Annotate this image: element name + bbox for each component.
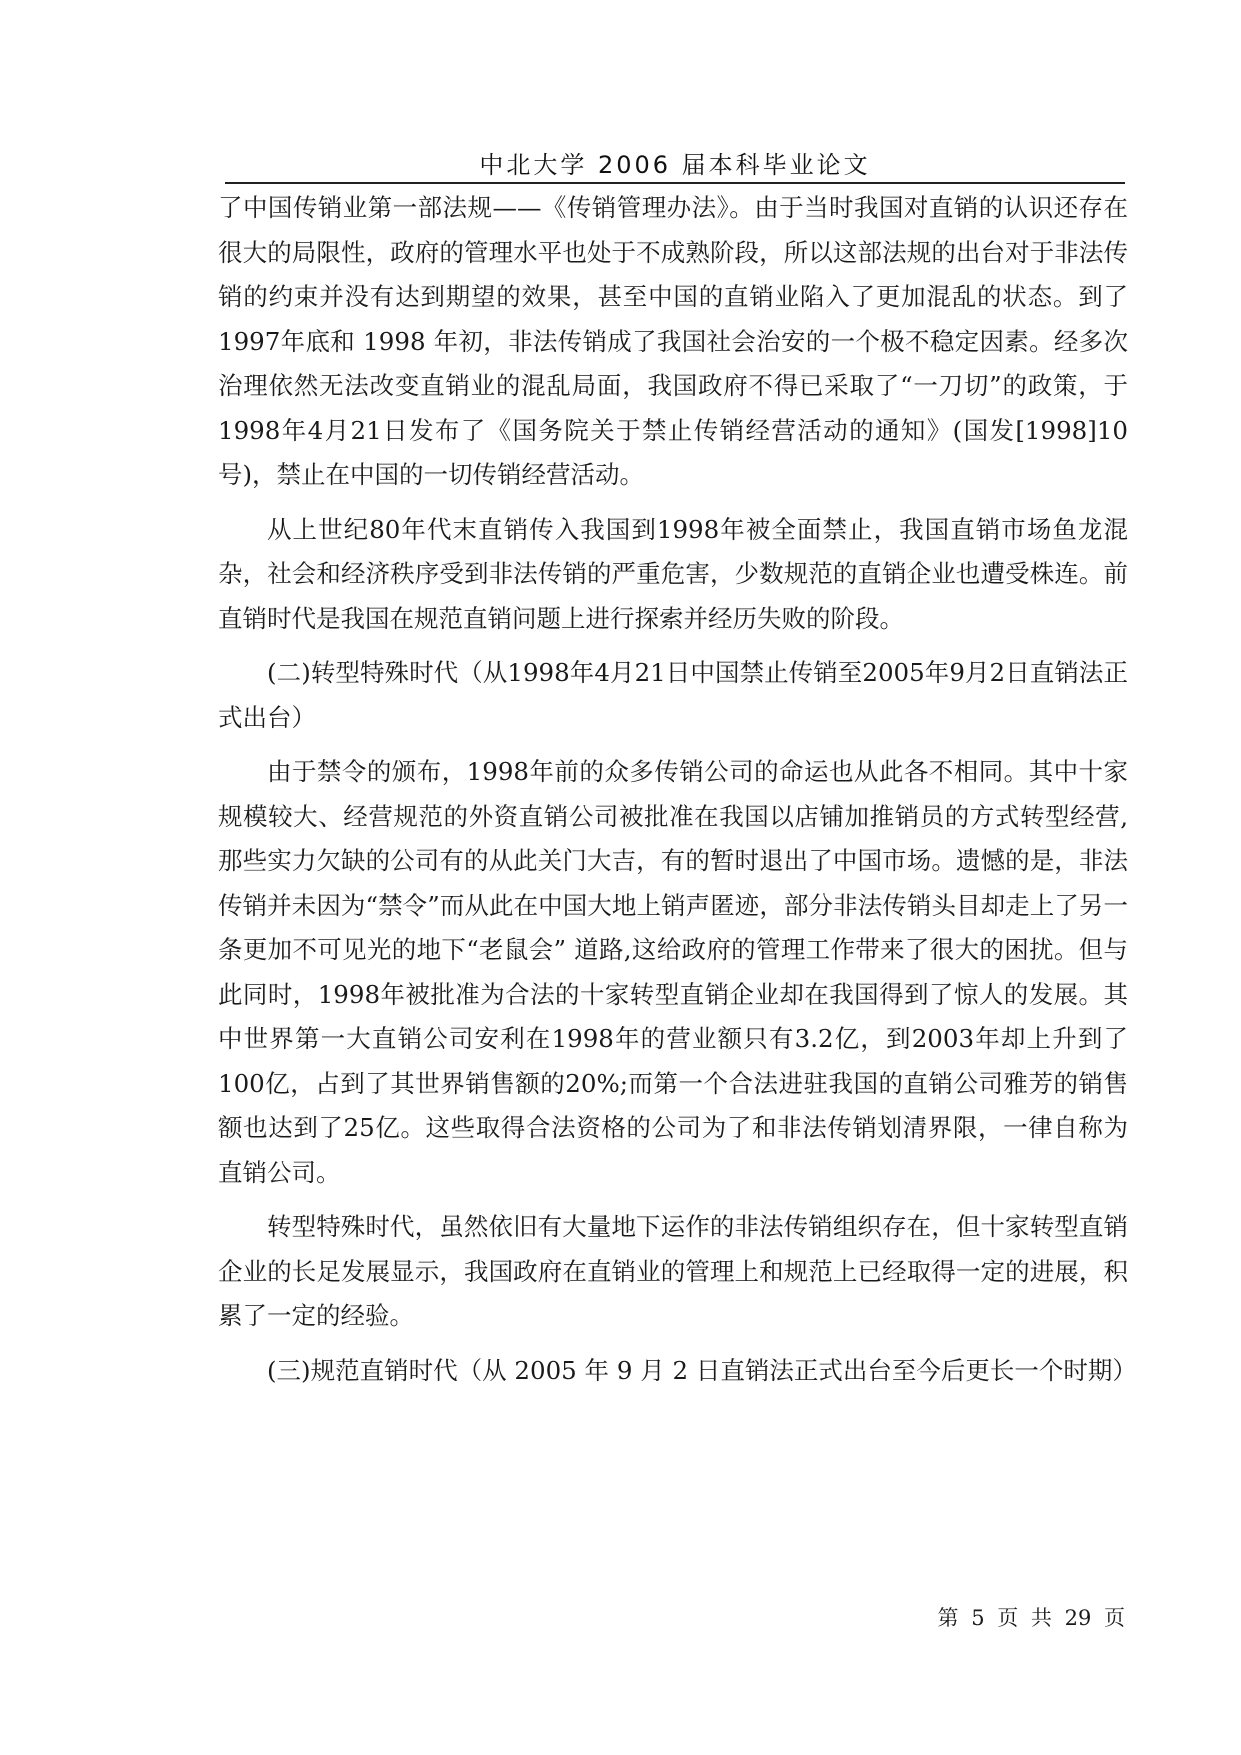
paragraph-1: 了中国传销业第一部法规——《传销管理办法》。由于当时我国对直销的认识还存在很大的局限性，政府的管理水平也处于不成熟阶段，所以这部法规的出台对于非法传销的约束并没有达到期望的效果，甚至中国的直销业陷入了更加混乱的状态。到了1997年底和 1998 年初，非法传销成了我国社会治安的一个极不稳定因素。经多次治理依然无法改变直销业的混乱局面，我国政府不得已采取了“一刀切”的政策，于1998年4月21日发布了《国务院关于禁止传销经营活动的通知》(国发[1998]10 号)，禁止在中国的一切传销经营活动。 [218, 193, 1128, 489]
header-divider [225, 182, 1125, 184]
paragraph-4: 转型特殊时代，虽然依旧有大量地下运作的非法传销组织存在，但十家转型直销企业的长足发展显示，我国政府在直销业的管理上和规范上已经取得一定的进展，积累了一定的经验。 [218, 1212, 1128, 1330]
page-header-title: 中北大学 2006 届本科毕业论文 [479, 151, 871, 179]
paragraph-3: 由于禁令的颁布，1998年前的众多传销公司的命运也从此各不相同。其中十家规模较大、经营规范的外资直销公司被批准在我国以店铺加推销员的方式转型经营,那些实力欠缺的公司有的从此关门大吉，有的暂时退出了中国市场。遗憾的是，非法传销并未因为“禁令”而从此在中国大地上销声匿迹，部分非法传销头目却走上了另一条更加不可见光的地下“老鼠会” 道路,这给政府的管理工作带来了很大的困扰。但与此同时，1998年被批准为合法的十家转型直销企业却在我国得到了惊人的发展。其中世界第一大直销公司安利在1998年的营业额只有3.2亿，到2003年却上升到了100亿，占到了其世界销售额的20%;而第一个合法进驻我国的直销公司雅芳的销售额也达到了25亿。这些取得合法资格的公司为了和非法传销划清界限，一律自称为直销公司。 [218, 757, 1128, 1187]
section-heading-3: (三)规范直销时代（从 2005 年 9 月 2 日直销法正式出台至今后更长一个时期） [267, 1355, 1137, 1385]
paragraph-2: 从上世纪80年代末直销传入我国到1998年被全面禁止，我国直销市场鱼龙混杂，社会和经济秩序受到非法传销的严重危害，少数规范的直销企业也遭受株连。前直销时代是我国在规范直销问题上进行探索并经历失败的阶段。 [218, 514, 1128, 633]
document-body [218, 186, 1137, 1403]
page-number: 第 5 页 共 29 页 [937, 1606, 1125, 1630]
section-heading-2: (二)转型特殊时代（从1998年4月21日中国禁止传销至2005年9月2日直销法正式出台） [218, 658, 1128, 732]
